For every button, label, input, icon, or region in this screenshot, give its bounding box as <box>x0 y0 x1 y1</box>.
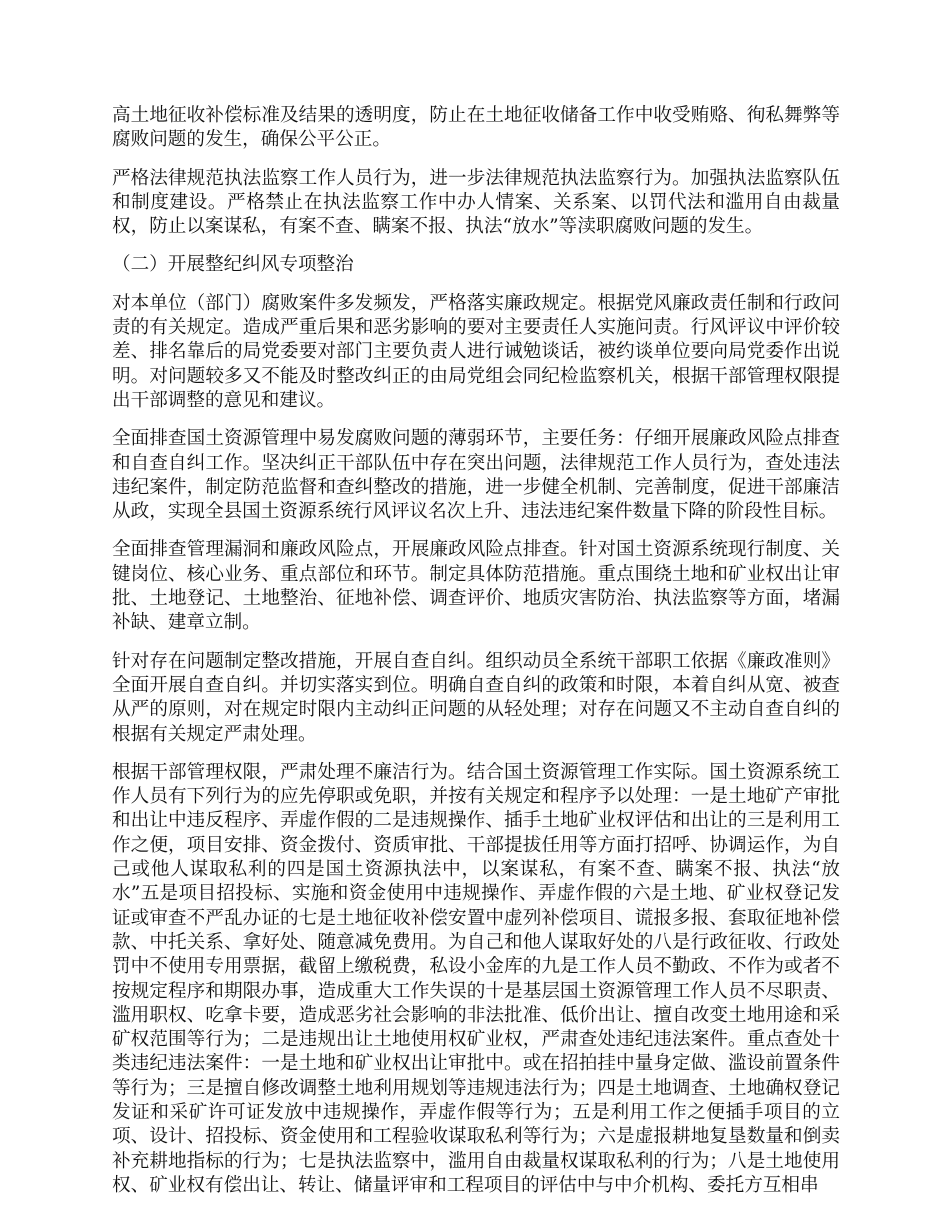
paragraph-land-compensation: 高土地征收补偿标准及结果的透明度，防止在土地征收储备工作中收受贿赂、徇私舞弊等腐败问题的发生，确保公平公正。 <box>112 105 840 151</box>
paragraph-law-enforcement: 严格法律规范执法监察工作人员行为，进一步法律规范执法监察行为。加强执法监察队伍和制度建设。严格禁止在执法监察工作中办人情案、关系案、以罚代法和滥用自由裁量权，防止以案谋私，有案不查、瞒案不报、执法“放水”等渎职腐败问题的发生。 <box>112 167 840 238</box>
paragraph-discipline: 根据干部管理权限，严肃处理不廉洁行为。结合国土资源管理工作实际。国土资源系统工作人员有下列行为的应先停职或免职，并按有关规定和程序予以处理：一是土地矿产审批和出让中违反程序、弄虚作假的二是违规操作、插手土地矿业权评估和出让的三是利用工作之便，项目安排、资金拨付、资质审批、干部提拔任用等方面打招呼、协调运作，为自己或他人谋取私利的四是国土资源执法中，以案谋私，有案不查、瞒案不报、执法“放水”五是项目招投标、实施和资金使用中违规操作、弄虚作假的六是土地、矿业权登记发证或审查不严乱办证的七是土地征收补偿安置中虚列补偿项目、谎报多报、套取征地补偿款、中托关系、拿好处、随意减免费用。为自己和他人谋取好处的八是行政征收、行政处罚中不使用专用票据，截留上缴税费，私设小金库的九是工作人员不勤政、不作为或者不按规定程序和期限办事，造成重大工作失误的十是基层国土资源管理工作人员不尽职责、滥用职权、吃拿卡要，造成恶劣社会影响的非法批准、低价出让、擅自改变土地用途和采矿权范围等行为；二是违规出让土地使用权矿业权，严肃查处违纪违法案件。重点查处十类违纪违法案件：一是土地和矿业权出让审批中。或在招拍挂中量身定做、滥设前置条件等行为；三是擅自修改调整土地利用规划等违规违法行为；四是土地调查、土地确权登记发证和采矿许可证发放中违规操作，弄虚作假等行为；五是利用工作之便插手项目的立项、设计、招投标、资金使用和工程验收谋取私利等行为；六是虚报耕地复垦数量和倒卖补充耕地指标的行为；七是执法监察中，滥用自由裁量权谋取私利的行为；八是土地使用权、矿业权有偿出让、转让、储量评审和工程项目的评估中与中介机构、委托方互相串 <box>112 761 840 1196</box>
paragraph-risk-points: 全面排查管理漏洞和廉政风险点，开展廉政风险点排查。针对国土资源系统现行制度、关键岗位、核心业务、重点部位和环节。制定具体防范措施。重点围绕土地和矿业权出让审批、土地登记、土地整治、征地补偿、调查评价、地质灾害防治、执法监察等方面，堵漏补缺、建章立制。 <box>112 539 840 634</box>
paragraph-accountability: 对本单位（部门）腐败案件多发频发，严格落实廉政规定。根据党风廉政责任制和行政问责的有关规定。造成严重后果和恶劣影响的要对主要责任人实施问责。行风评议中评价较差、排名靠后的局党委要对部门主要负责人进行诫勉谈话，被约谈单位要向局党委作出说明。对问题较多又不能及时整改纠正的由局党组会同纪检监察机关，根据干部管理权限提出干部调整的意见和建议。 <box>112 292 840 411</box>
paragraph-weak-links: 全面排查国土资源管理中易发腐败问题的薄弱环节，主要任务：仔细开展廉政风险点排查和自查自纠工作。坚决纠正干部队伍中存在突出问题，法律规范工作人员行为，查处违法违纪案件，制定防范监督和查纠整改的措施，进一步健全机制、完善制度，促进干部廉洁从政，实现全县国土资源系统行风评议名次上升、违法违纪案件数量下降的阶段性目标。 <box>112 428 840 523</box>
section-heading: （二）开展整纪纠风专项整治 <box>112 254 354 276</box>
paragraph-self-inspection: 针对存在问题制定整改措施，开展自查自纠。组织动员全系统干部职工依据《廉政准则》全面开展自查自纠。并切实落实到位。明确自查自纠的政策和时限，本着自纠从宽、被查从严的原则，对在规定时限内主动纠正问题的从轻处理；对存在问题又不主动自查自纠的根据有关规定严肃处理。 <box>112 650 840 745</box>
